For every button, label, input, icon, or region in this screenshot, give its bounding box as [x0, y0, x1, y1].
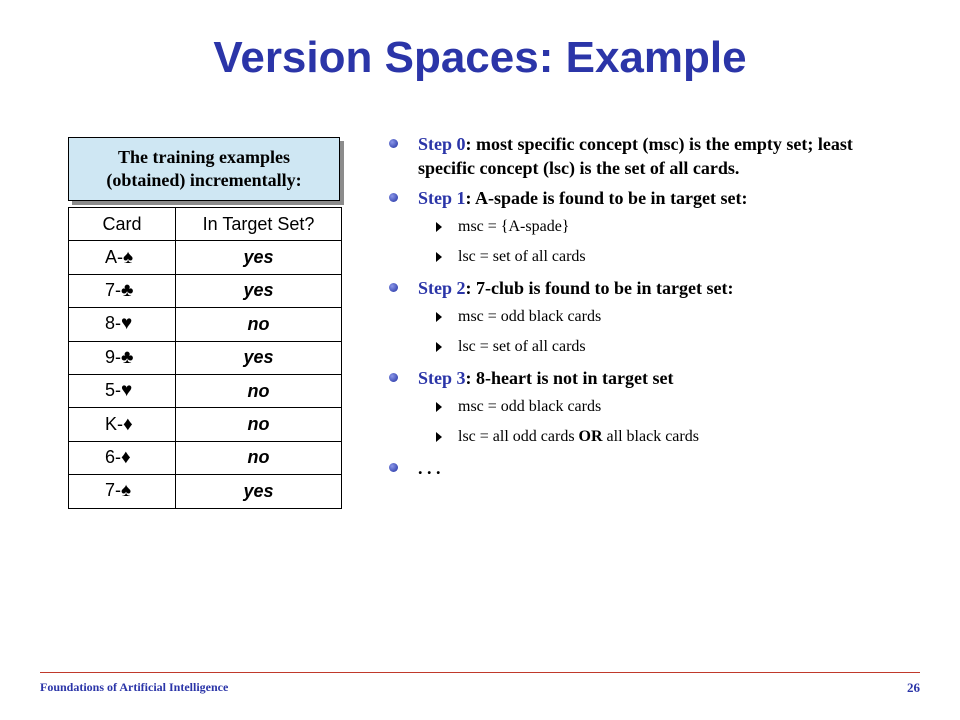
diamond-icon: ♦: [121, 446, 131, 468]
club-icon: ♣: [121, 279, 134, 301]
table-row: [69, 374, 342, 407]
answer-cell: no: [176, 408, 342, 441]
table-row: [69, 308, 342, 341]
step-3-lsc-pre: lsc = all odd cards: [458, 428, 579, 445]
step-2-lsc: [388, 336, 868, 358]
step-3-msc-text: msc = odd black cards: [458, 398, 602, 415]
triangle-bullet-icon: [436, 312, 442, 322]
training-examples-box: [68, 137, 340, 201]
answer-cell: no: [176, 374, 342, 407]
card-cell: [69, 374, 176, 407]
table-row: [69, 475, 342, 508]
answer-cell: no: [176, 441, 342, 474]
triangle-bullet-icon: [436, 432, 442, 442]
card-rank: A-: [105, 246, 123, 267]
diamond-icon: ♦: [123, 413, 133, 435]
triangle-bullet-icon: [436, 342, 442, 352]
club-icon: ♣: [121, 346, 134, 368]
answer-cell: yes: [176, 341, 342, 374]
step-3-text: : 8-heart is not in target set: [465, 368, 674, 388]
step-list: [388, 132, 868, 486]
step-1-lsc: [388, 246, 868, 268]
step-3-lsc-or: OR: [578, 428, 603, 445]
triangle-bullet-icon: [436, 252, 442, 262]
card-rank: 9-: [105, 346, 122, 367]
card-rank: K-: [105, 413, 123, 434]
step-3-lsc: [388, 426, 868, 448]
slide-title: Version Spaces: Example: [213, 33, 747, 82]
spade-icon: ♠: [121, 480, 132, 502]
step-0-bullet: [388, 132, 868, 180]
step-2-msc: [388, 306, 868, 328]
heart-icon: ♥: [121, 380, 133, 402]
step-1-msc: [388, 216, 868, 238]
bullet-dot-icon: [389, 373, 398, 382]
table-row: [69, 441, 342, 474]
triangle-bullet-icon: [436, 402, 442, 412]
card-cell: [69, 241, 176, 274]
card-rank: 6-: [105, 446, 122, 467]
card-cell: [69, 308, 176, 341]
step-3-msc: [388, 396, 868, 418]
training-box-line1: The training examples: [117, 147, 290, 167]
card-rank: 8-: [105, 313, 122, 334]
card-cell: [69, 441, 176, 474]
step-2-msc-text: msc = odd black cards: [458, 308, 602, 325]
header-card: Card: [69, 208, 176, 241]
card-rank: 5-: [105, 380, 122, 401]
spade-icon: ♠: [123, 246, 134, 268]
card-cell: [69, 408, 176, 441]
card-cell: [69, 341, 176, 374]
step-2-bullet: [388, 276, 868, 300]
step-3-bullet: [388, 366, 868, 390]
bullet-dot-icon: [389, 139, 398, 148]
table-row: [69, 241, 342, 274]
bullet-dot-icon: [389, 283, 398, 292]
step-1-lsc-text: lsc = set of all cards: [458, 248, 586, 265]
step-3-name: Step 3: [418, 368, 466, 388]
answer-cell: no: [176, 308, 342, 341]
bullet-dot-icon: [389, 463, 398, 472]
heart-icon: ♥: [121, 313, 133, 335]
step-3-lsc-post: all black cards: [602, 428, 699, 445]
step-1-name: Step 1: [418, 188, 466, 208]
training-box-line2: (obtained) incrementally:: [106, 170, 302, 190]
table-row: [69, 341, 342, 374]
step-1-text: : A-spade is found to be in target set:: [465, 188, 748, 208]
step-2-text: : 7-club is found to be in target set:: [465, 278, 734, 298]
table-row: [69, 408, 342, 441]
card-rank: 7-: [105, 480, 122, 501]
table-header-row: [69, 208, 342, 241]
triangle-bullet-icon: [436, 222, 442, 232]
footer-rule: [40, 672, 920, 673]
answer-cell: yes: [176, 475, 342, 508]
table-row: [69, 274, 342, 307]
ellipsis-text: . . .: [418, 458, 441, 478]
card-cell: [69, 475, 176, 508]
step-0-name: Step 0: [418, 134, 466, 154]
card-rank: 7-: [105, 279, 122, 300]
card-cell: [69, 274, 176, 307]
page-number: 26: [907, 680, 920, 695]
card-table: [68, 207, 342, 509]
ellipsis-bullet: [388, 456, 868, 480]
bullet-dot-icon: [389, 193, 398, 202]
header-in-target: In Target Set?: [176, 208, 342, 241]
step-2-name: Step 2: [418, 278, 466, 298]
step-0-text: : most specific concept (msc) is the empty set; least specific concept (lsc) is the set of all cards.: [418, 134, 853, 178]
footer-course-name: Foundations of Artificial Intelligence: [40, 680, 229, 694]
step-1-bullet: [388, 186, 868, 210]
step-1-msc-text: msc = {A-spade}: [458, 218, 570, 235]
answer-cell: yes: [176, 241, 342, 274]
answer-cell: yes: [176, 274, 342, 307]
step-2-lsc-text: lsc = set of all cards: [458, 338, 586, 355]
